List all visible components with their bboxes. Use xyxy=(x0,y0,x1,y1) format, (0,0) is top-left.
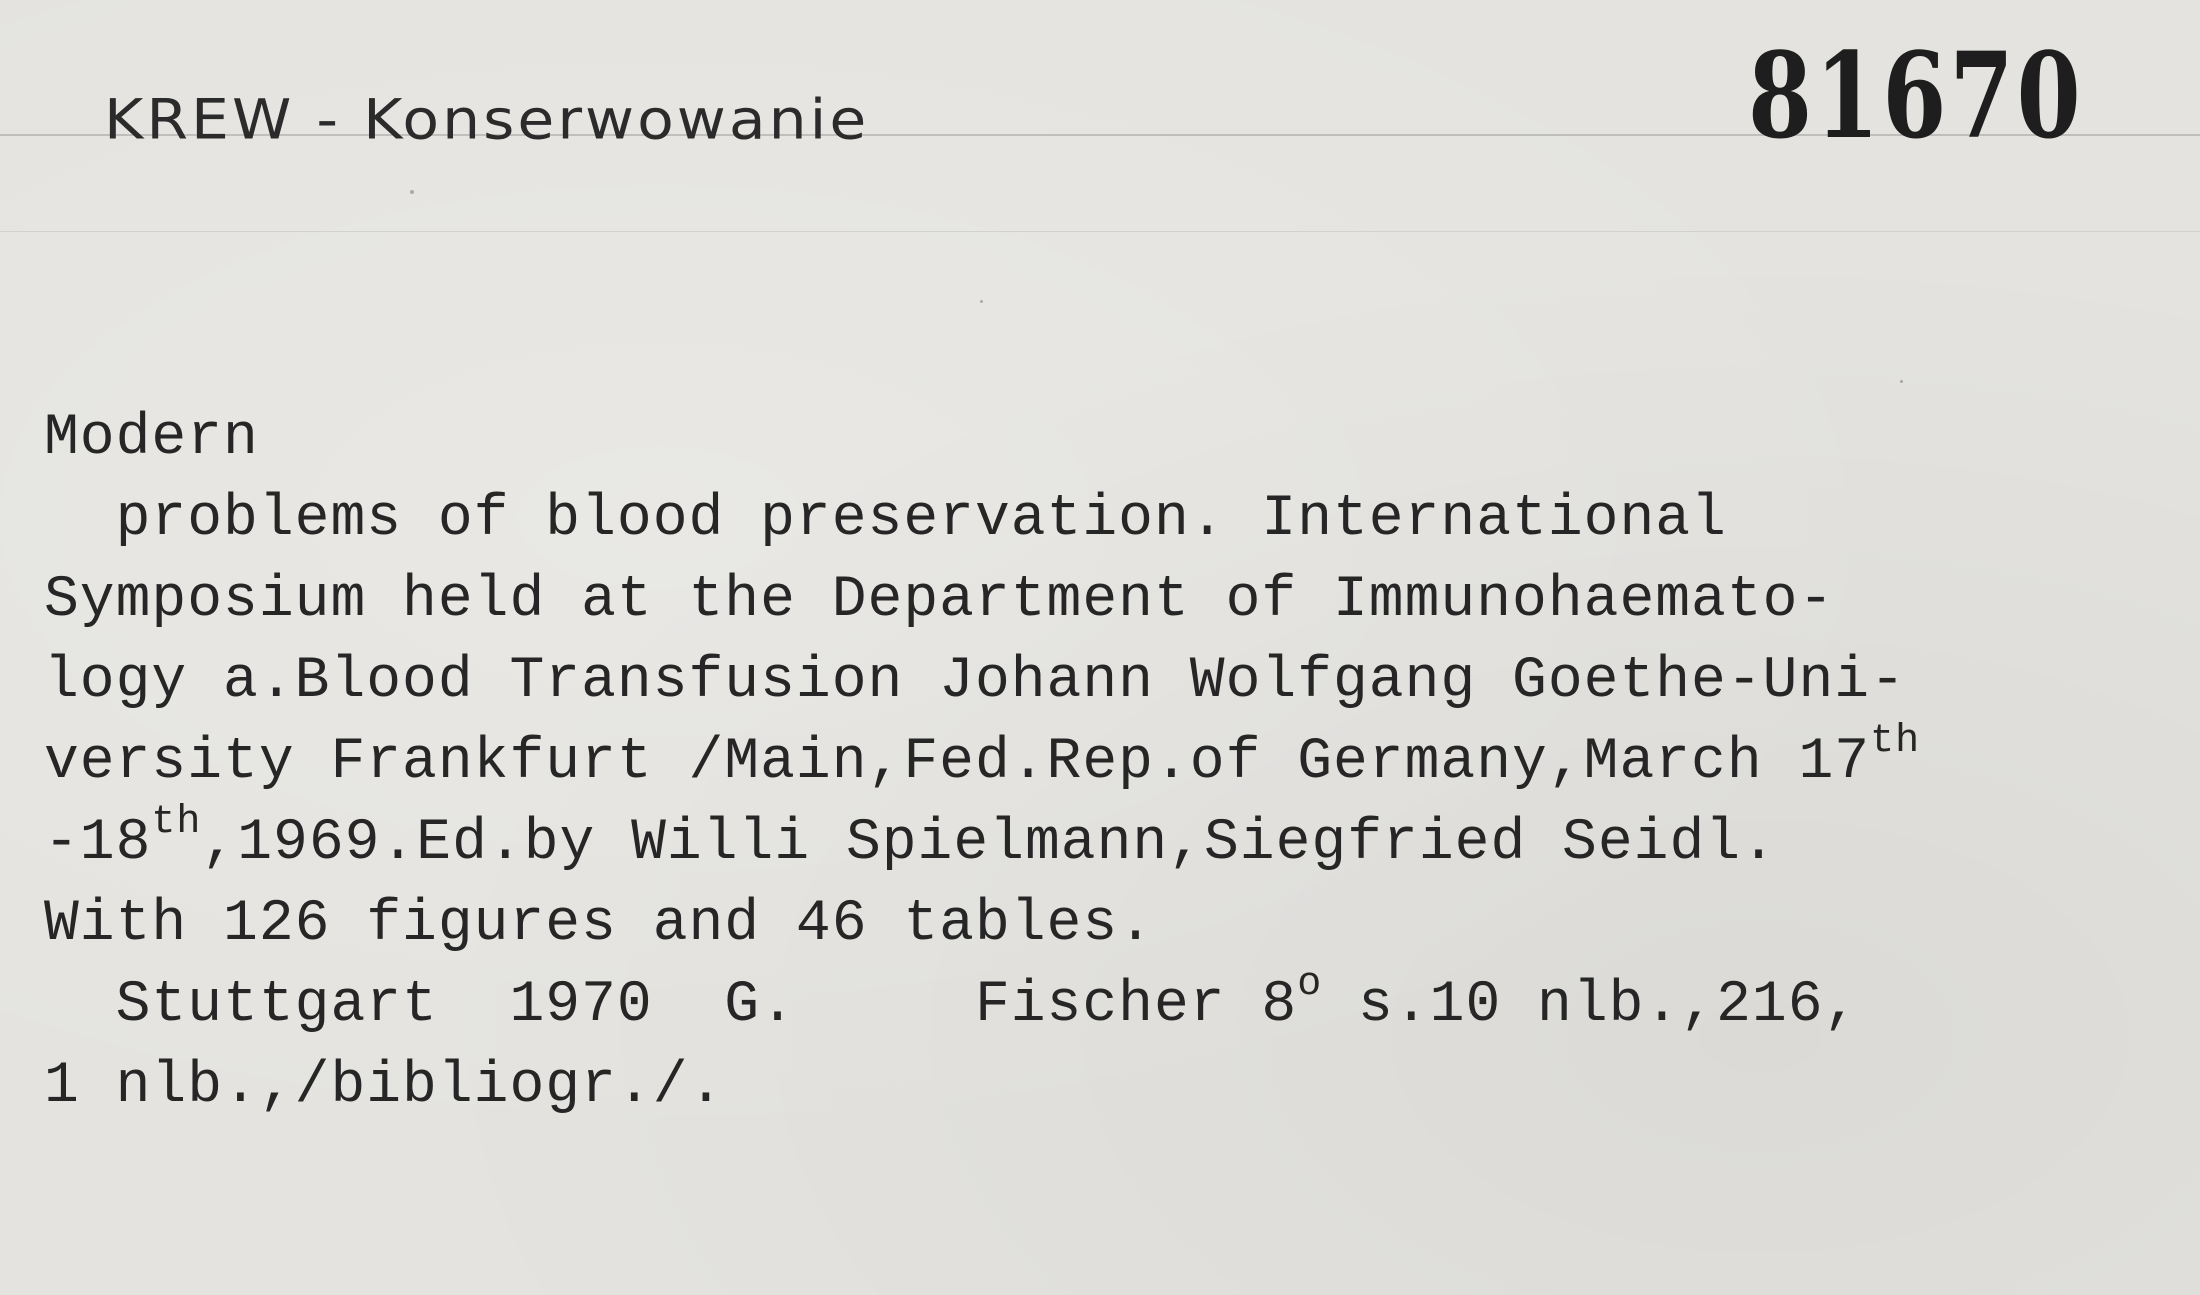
paper-speck xyxy=(980,300,983,303)
card-second-rule xyxy=(0,231,2200,232)
ordinal-suffix: th xyxy=(1870,719,1921,764)
entry-imprint-text: Stuttgart 1970 G. Fischer 8 xyxy=(44,973,1298,1038)
call-number: 81670 xyxy=(1748,26,2084,165)
paper-speck xyxy=(1900,380,1903,383)
ordinal-suffix: th xyxy=(151,800,202,845)
entry-line-imprint xyxy=(44,962,1920,1046)
format-degree-mark: o xyxy=(1297,962,1323,1007)
entry-line-title-start: Modern xyxy=(44,406,259,471)
bibliographic-entry xyxy=(44,398,1920,1127)
paper-speck xyxy=(1470,1010,1474,1014)
entry-editors-text: ,1969.Ed.by Willi Spielmann,Siegfried Seidl. xyxy=(201,811,1777,876)
entry-line-editors xyxy=(44,800,1920,884)
paper-speck xyxy=(410,190,414,194)
entry-date-end: -18 xyxy=(44,811,152,876)
entry-line-symposium: Symposium held at the Department of Immunohaemato- xyxy=(44,568,1835,633)
entry-line-location-text: versity Frankfurt /Main,Fed.Rep.of Germany,March 17 xyxy=(44,730,1871,795)
entry-line-bibliography: 1 nlb.,/bibliogr./. xyxy=(44,1054,725,1119)
entry-line-figures: With 126 figures and 46 tables. xyxy=(44,892,1154,957)
entry-line-title: problems of blood preservation. International xyxy=(44,487,1727,552)
entry-pagination-text: s.10 nlb.,216, xyxy=(1322,973,1860,1038)
entry-line-location-date xyxy=(44,719,1921,803)
entry-line-institution: logy a.Blood Transfusion Johann Wolfgang Goethe-Uni- xyxy=(44,649,1906,714)
subject-heading: KREW - Konserwowanie xyxy=(104,88,870,153)
